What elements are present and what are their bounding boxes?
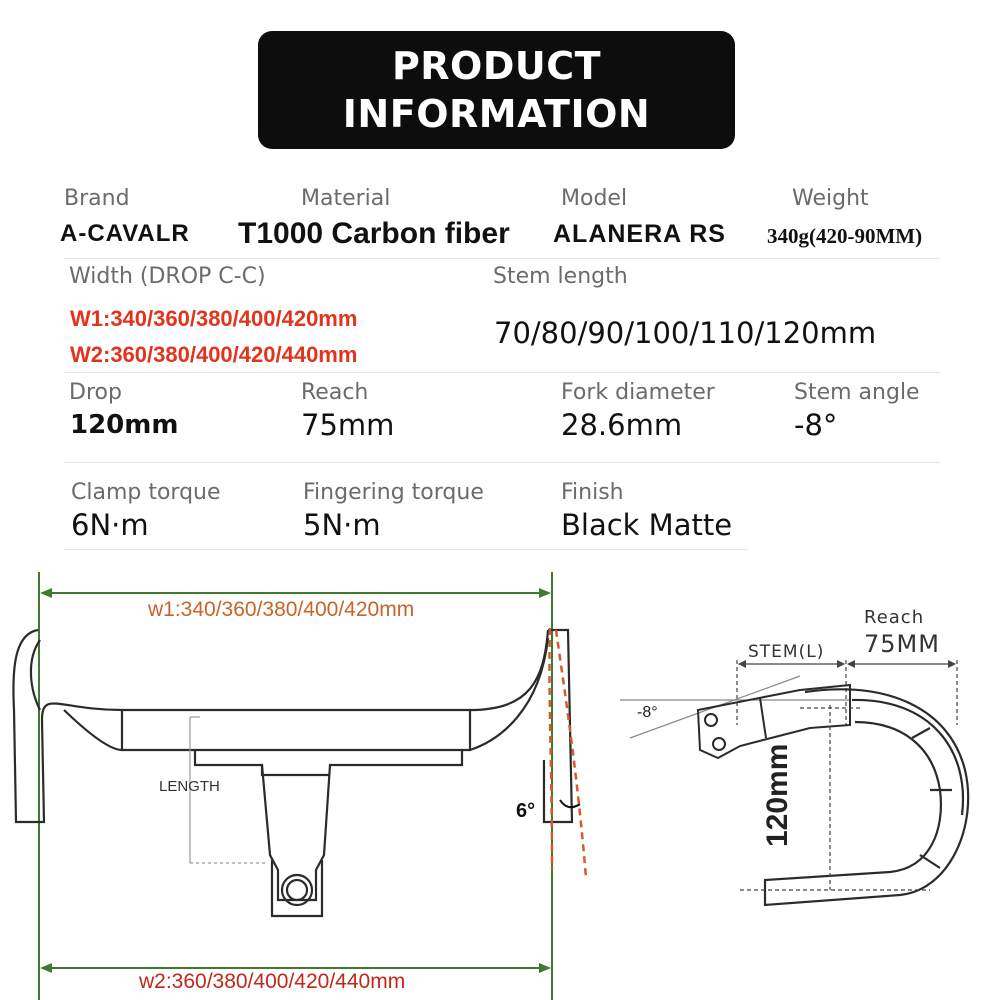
drop-outline xyxy=(765,689,968,905)
side-stem-label: STEM(L) xyxy=(748,642,825,662)
side-reach-label: Reach xyxy=(864,607,925,628)
width-w1-value: W1:340/360/380/400/420mm xyxy=(70,306,358,331)
fork-diameter-label: Fork diameter xyxy=(561,380,715,405)
weight-label: Weight xyxy=(792,186,869,211)
width-w2-value: W2:360/380/400/420/440mm xyxy=(70,342,358,367)
handlebar-outline xyxy=(13,630,572,916)
drop-label: Drop xyxy=(69,380,122,405)
row-divider xyxy=(64,462,940,463)
stem-length-value: 70/80/90/100/110/120mm xyxy=(494,316,877,350)
brand-value: A-CAVALR xyxy=(60,220,190,247)
weight-value: 340g(420-90MM) xyxy=(767,224,923,248)
w1-dimension-label: w1:340/360/380/400/420mm xyxy=(148,598,415,621)
model-label: Model xyxy=(561,186,628,211)
header-title-line2: INFORMATION xyxy=(342,92,651,136)
brand-label: Brand xyxy=(64,186,130,211)
header-title-line1: PRODUCT xyxy=(391,44,602,88)
width-label: Width (DROP C-C) xyxy=(69,264,266,289)
fork-diameter-value: 28.6mm xyxy=(561,408,683,442)
row-divider xyxy=(64,258,940,259)
reach-value: 75mm xyxy=(301,408,395,442)
stem-angle-value: -8° xyxy=(794,408,838,442)
finish-value: Black Matte xyxy=(561,508,733,542)
clamp-torque-label: Clamp torque xyxy=(71,480,221,505)
stem-length-label: Stem length xyxy=(493,264,628,289)
side-reach-value: 75MM xyxy=(864,630,940,658)
flare-angle-label: 6° xyxy=(516,800,536,822)
drop-value: 120mm xyxy=(70,410,179,440)
front-view-diagram xyxy=(0,560,620,1000)
reach-label: Reach xyxy=(301,380,369,405)
finish-label: Finish xyxy=(561,480,624,505)
side-angle-label: -8° xyxy=(637,704,658,721)
material-value: T1000 Carbon fiber xyxy=(238,217,510,250)
row-divider xyxy=(64,372,940,373)
stem-angle-label: Stem angle xyxy=(794,380,920,405)
material-label: Material xyxy=(301,186,391,211)
side-view-diagram xyxy=(600,640,1000,960)
flare-arc xyxy=(560,800,580,807)
w2-dimension-label: w2:360/380/400/420/440mm xyxy=(139,970,406,993)
fingering-torque-label: Fingering torque xyxy=(303,480,484,505)
length-label: LENGTH xyxy=(159,778,220,795)
side-drop-label: 120mm xyxy=(761,743,794,847)
row-divider xyxy=(64,549,748,550)
fingering-torque-value: 5N·m xyxy=(303,508,381,542)
clamp-torque-value: 6N·m xyxy=(71,508,149,542)
model-value: ALANERA RS xyxy=(553,220,726,248)
